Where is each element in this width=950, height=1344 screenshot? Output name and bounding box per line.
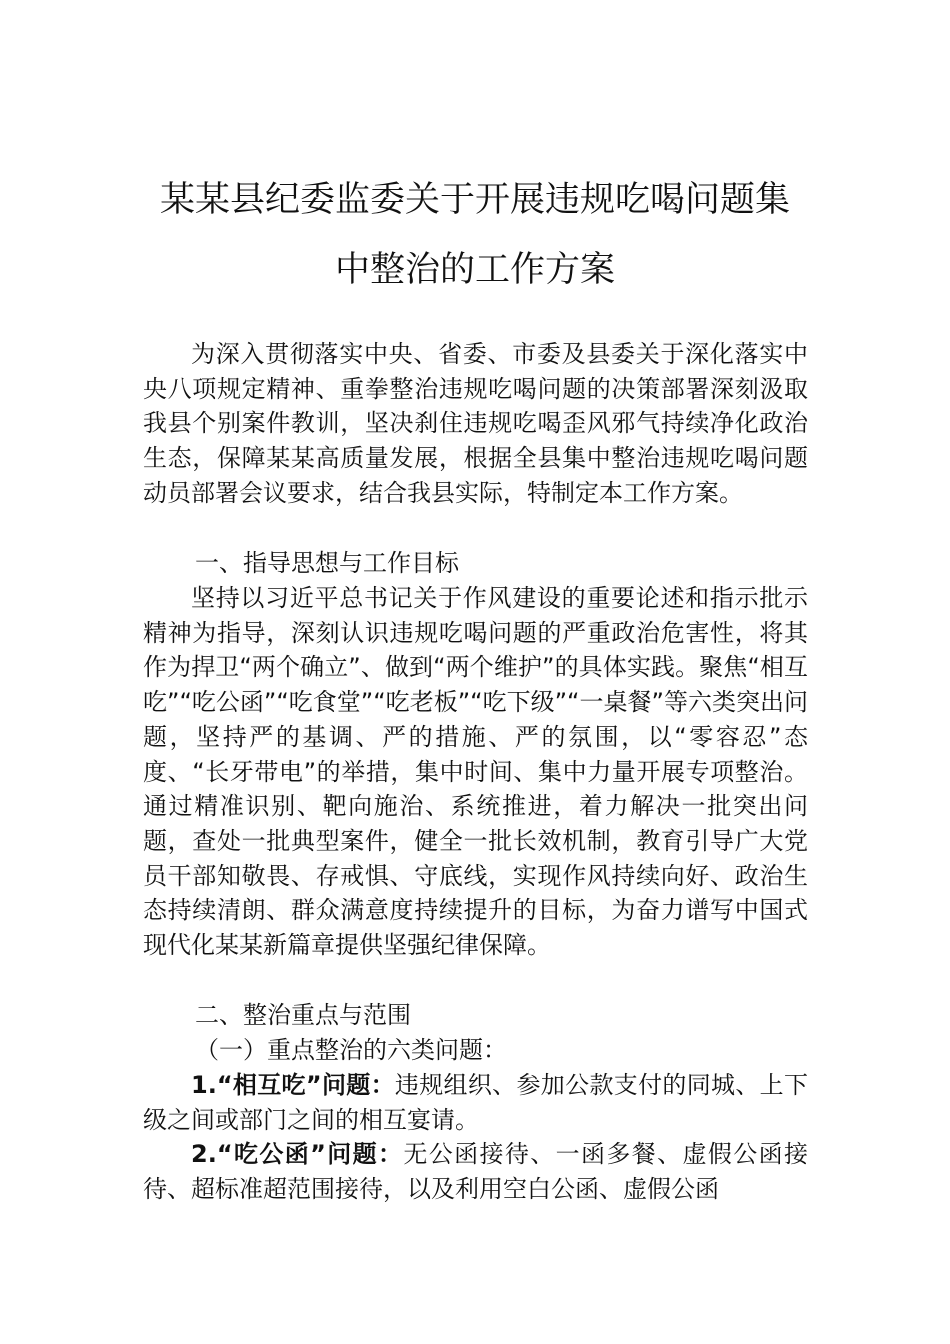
document-title-line-2: 中整治的工作方案: [334, 250, 615, 290]
section-1-paragraph: 坚持以习近平总书记关于作风建设的重要论述和指示批示精神为指导，深刻认识违规吃喝问题的严重政治危害性，将其作为捍卫“两个确立”、做到“两个维护”的具体实践。聚焦“相互吃”“吃公函”“吃食堂”“吃老板”“吃下级”“一桌餐”等六类突出问题，坚持严的基调、严的措施、严的氛围，以“零容忍”态度、“长牙带电”的举措，集中时间、集中力量开展专项整治。通过精准识别、靶向施治、系统推进，着力解决一批突出问题，查处一批典型案件，健全一批长效机制，教育引导广大党员干部知敬畏、存戒惧、守底线，实现作风持续向好、政治生态持续清朗、群众满意度持续提升的目标，为奋力谱写中国式现代化某某新篇章提供坚强纪律保障。: [143, 584, 808, 960]
item-1-text: 违规组织、参加公款支付的同城、上下级之间或部门之间的相互宴请。: [143, 1071, 808, 1134]
item-1-label: 1.“相互吃”问题：: [191, 1071, 395, 1099]
section-2-heading: 二、整治重点与范围: [195, 1001, 411, 1029]
item-1-paragraph: [143, 1068, 808, 1137]
section-1-heading: 一、指导思想与工作目标: [195, 549, 459, 577]
document-title-line-1: 某某县纪委监委关于开展违规吃喝问题集: [159, 180, 790, 220]
intro-paragraph: 为深入贯彻落实中央、省委、市委及县委关于深化落实中央八项规定精神、重拳整治违规吃喝问题的决策部署深刻汲取我县个别案件教训，坚决刹住违规吃喝歪风邪气持续净化政治生态，保障某某高质量发展，根据全县集中整治违规吃喝问题动员部署会议要求，结合我县实际，特制定本工作方案。: [143, 340, 808, 507]
section-2-subheading: （一）重点整治的六类问题：: [195, 1036, 507, 1064]
item-2-text: 无公函接待、一函多餐、虚假公函接待、超标准超范围接待，以及利用空白公函、虚假公函: [143, 1140, 808, 1203]
item-2-paragraph: [143, 1137, 808, 1206]
item-2-label: 2.“吃公函”问题：: [191, 1140, 404, 1168]
